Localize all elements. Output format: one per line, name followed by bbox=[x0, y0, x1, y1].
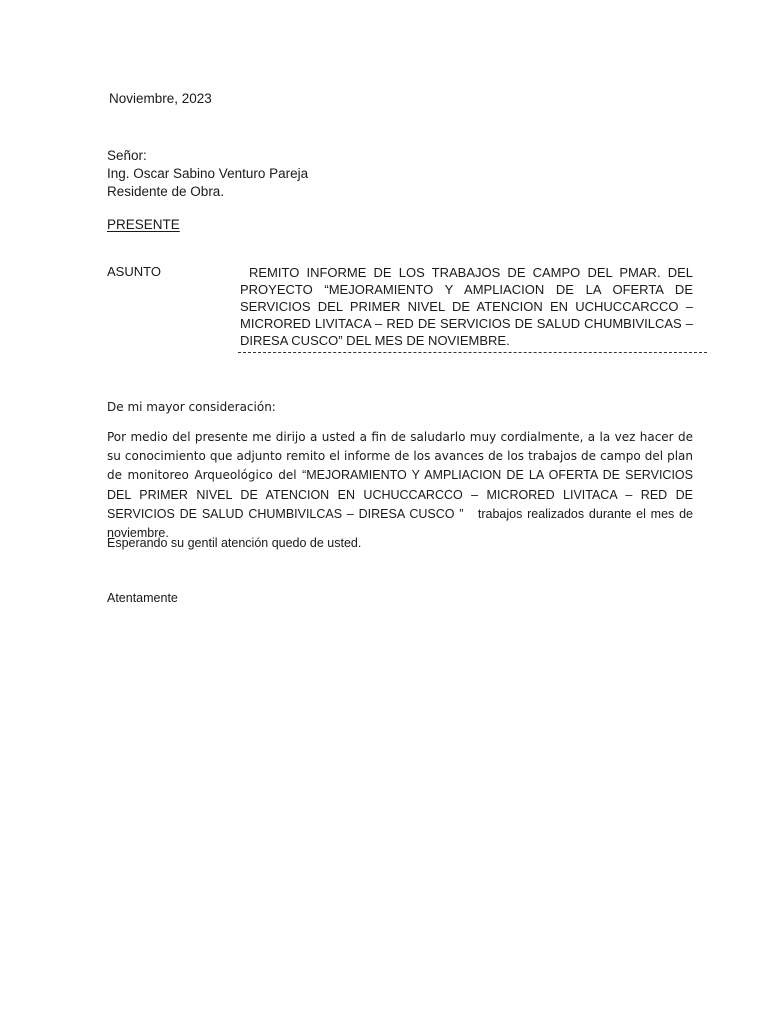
presente-heading: PRESENTE bbox=[107, 217, 180, 232]
recipient-salutation: Señor: bbox=[107, 148, 147, 163]
recipient-role: Residente de Obra. bbox=[107, 184, 225, 199]
dashed-separator bbox=[238, 352, 707, 353]
asunto-text: REMITO INFORME DE LOS TRABAJOS DE CAMPO DEL PMAR. DEL PROYECTO “MEJORAMIENTO Y AMPLIACION DE LA OFERTA DE SERVICIOS DEL PRIMER NIVEL DE ATENCION EN UCHUCCARCCO – MICRORED LIVITACA – RED DE SERVICIOS DE SALUD CHUMBIVILCAS – DIRESA CUSCO” DEL MES DE NOVIEMBRE. bbox=[240, 265, 693, 348]
asunto-label: ASUNTO bbox=[107, 264, 161, 279]
body-intro: Por medio del presente me dirijo a usted a fin de saludarlo muy cordialmente, a la vez hacer de su conocimiento que adjunto remito el informe de los avances de los trabajos de campo del plan de monitoreo Arqueológico del bbox=[107, 430, 693, 483]
recipient-name: Ing. Oscar Sabino Venturo Pareja bbox=[107, 166, 309, 181]
body-project-name: “MEJORAMIENTO Y AMPLIACION DE LA OFERTA DE SERVICIOS DEL PRIMER NIVEL DE ATENCION EN UCHUCCARCCO – MICRORED LIVITACA – RED DE SERVICIOS DE SALUD CHUMBIVILCAS – DIRESA CUSCO ” bbox=[107, 468, 693, 521]
greeting: De mi mayor consideración: bbox=[107, 400, 276, 414]
body-paragraph bbox=[107, 428, 697, 543]
sign-off: Atentamente bbox=[107, 591, 178, 605]
letter-date: Noviembre, 2023 bbox=[109, 91, 212, 106]
recipient-block bbox=[107, 147, 308, 201]
closing-line: Esperando su gentil atención quedo de usted. bbox=[107, 536, 362, 550]
body-outro: trabajos realizados durante el mes de noviembre. bbox=[107, 506, 697, 541]
